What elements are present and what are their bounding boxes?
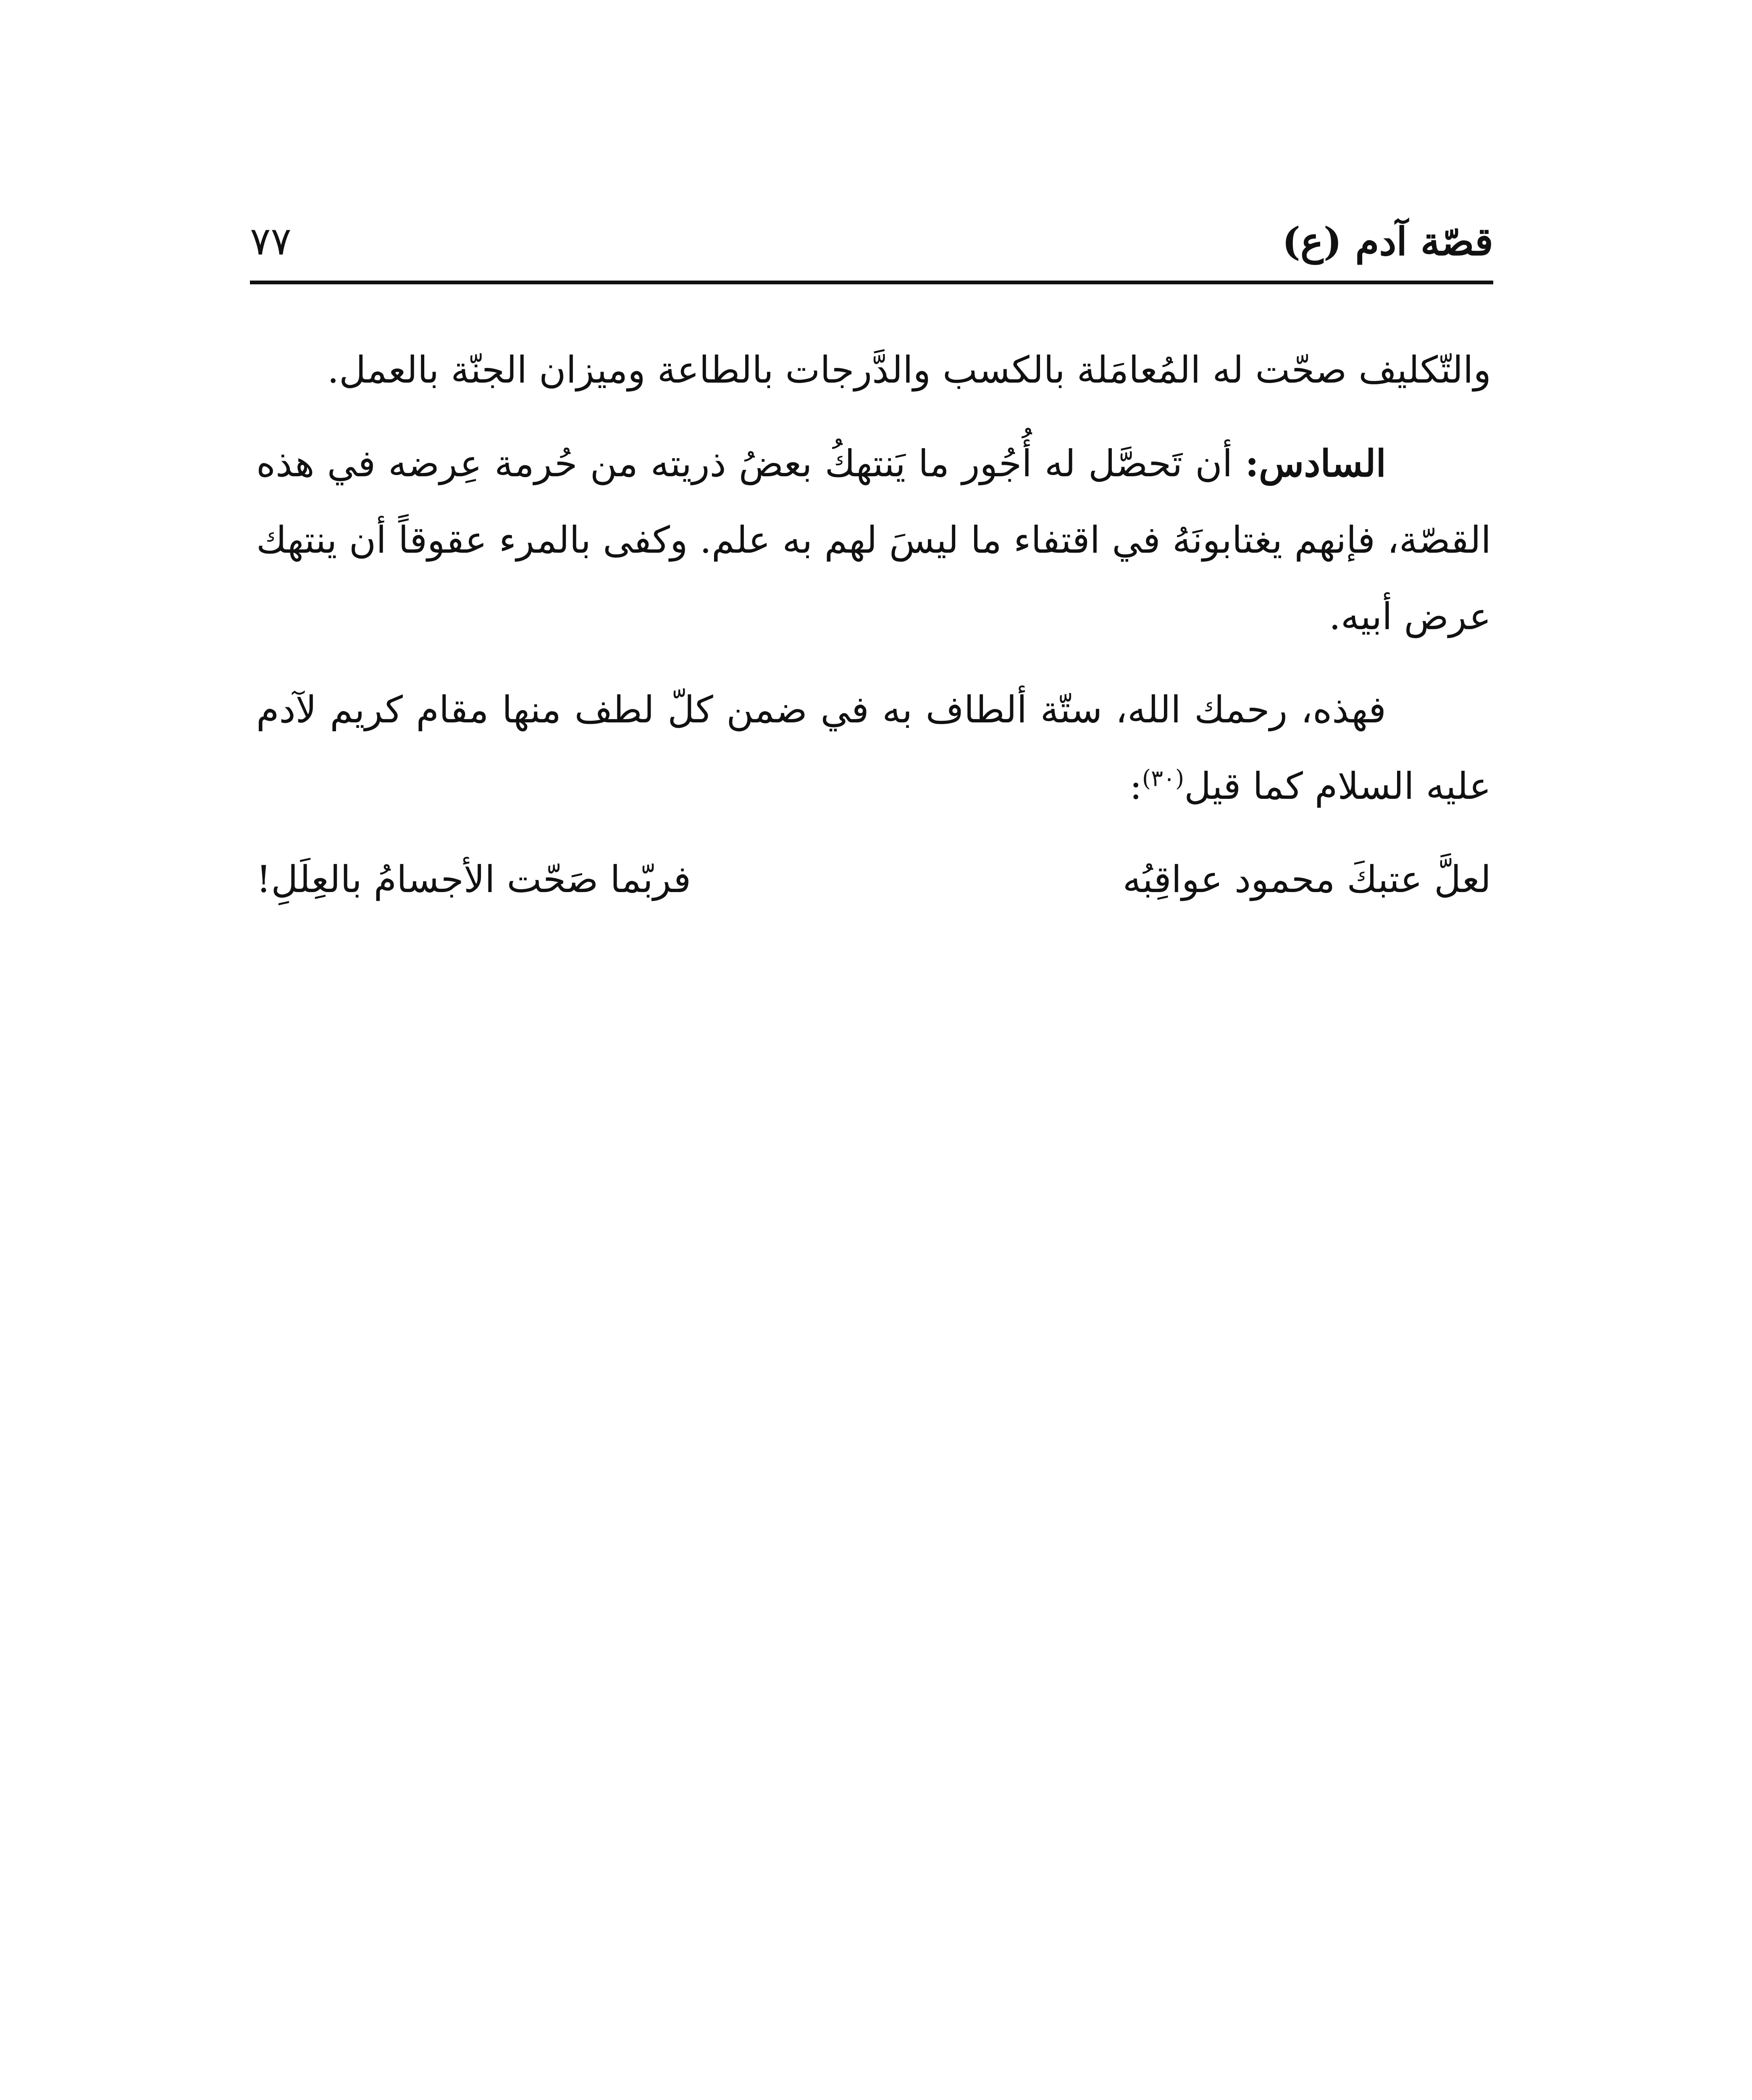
poetry-verse [256, 841, 1491, 918]
paragraph-lead-word: السادس: [1245, 441, 1386, 485]
page-number: ٧٧ [250, 219, 292, 264]
paragraph-text: فهذه، رحمك الله، ستّة ألطاف به في ضمن كلّ لطف منها مقام كريم لآدم عليه السلام كما قيل [256, 688, 1491, 808]
paragraph-punctuation: : [1129, 764, 1142, 808]
paragraph [256, 425, 1491, 655]
paragraph-text: أن تَحصَّل له أُجُور ما يَنتهكُ بعضُ ذريته من حُرمة عِرضه في هذه القصّة، فإنهم يغتابونَهُ في اقتفاء ما ليسَ لهم به علم. وكفى بالمرء عقوقاً أن ينتهك عرض أبيه. [256, 442, 1491, 638]
verse-first-hemistich: لعلَّ عتبكَ محمود عواقِبُه [1122, 858, 1491, 901]
footnote-reference: (٣٠) [1142, 765, 1185, 792]
paragraph [256, 672, 1491, 824]
paragraph-text: والتّكليف صحّت له المُعامَلة بالكسب والدَّرجات بالطاعة وميزان الجنّة بالعمل. [327, 348, 1491, 391]
chapter-title: قصّة آدم (ع) [1282, 219, 1493, 264]
running-header [250, 206, 1493, 277]
verse-second-hemistich: فربّما صَحّت الأجسامُ بالعِلَلِ! [256, 858, 691, 901]
paragraph [256, 332, 1491, 408]
header-rule [250, 281, 1493, 284]
main-text [256, 332, 1491, 918]
